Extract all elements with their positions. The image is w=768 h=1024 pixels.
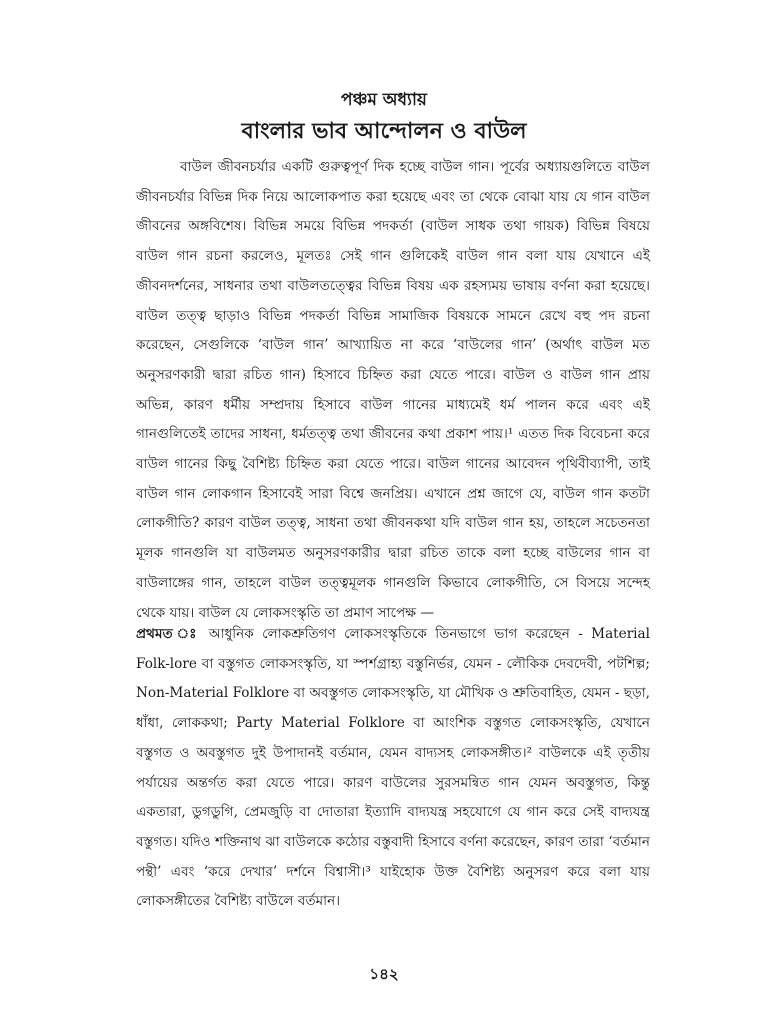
body-paragraph-1: বাউল জীবনচর্যার একটি গুরুত্বপূর্ণ দিক হচ্ছে বাউল গান। পূর্বের অধ্যায়গুলিতে বাউল জীবনচর্যার বিভিন্ন দিক নিয়ে আলোকপাত করা হয়েছে এবং তা থেকে বোঝা যায় যে গান বাউল জীবনের অঙ্গবিশেষ। বিভিন্ন সময়ে বিভিন্ন পদকর্তা (বাউল সাধক তথা গায়ক) বিভিন্ন বিষয়ে বাউল গান রচনা করলেও, মূলতঃ সেই গান গুলিকেই বাউল গান বলা যায় যেখানে এই জীবনদর্শনের, সাধনার তথা বাউলতত্ত্বের বিভিন্ন বিষয় এক রহস্যময় ভাষায় বর্ণনা করা হয়েছে। বাউল তত্ত্ব ছাড়াও বিভিন্ন পদকর্তা বিভিন্ন সামাজিক বিষয়কে সামনে রেখে বহু পদ রচনা করেছেন, সেগুলিকে ‘বাউল গান’ আখ্যায়িত না করে ‘বাউলের গান’ (অর্থাৎ বাউল মত অনুসরণকারী দ্বারা রচিত গান) হিসাবে চিহ্নিত করা যেতে পারে। বাউল ও বাউল গান প্রায় অভিন্ন, কারণ ধর্মীয় সম্প্রদায় হিসাবে বাউল গানের মাধ্যমেই ধর্ম পালন করে এবং এই গানগুলিতেই তাদের সাধনা, ধর্মতত্ত্ব তথা জীবনের কথা প্রকাশ পায়।¹ এতত দিক বিবেচনা করে বাউল গানের কিছু বৈশিষ্ট্য চিহ্নিত করা যেতে পারে। বাউল গানের আবেদন পৃথিবীব্যাপী, তাই বাউল গান লোকগান হিসাবেই সারা বিশ্বে জনপ্রিয়। এখানে প্রশ্ন জাগে যে, বাউল গান কতটা লোকগীতি? কারণ বাউল তত্ত্ব, সাধনা তথা জীবনকথা যদি বাউল গান হয়, তাহলে সচেতনতা মূলক গানগুলি যা বাউলমত অনুসরণকারীর দ্বারা রচিত তাকে বলা হচ্ছে বাউলের গান বা বাউলাঙ্গের গান, তাহলে বাউল তত্ত্বমূলক গানগুলি কিভাবে লোকগীতি, সে বিসয়ে সন্দেহ থেকে যায়। বাউল যে লোকসংস্কৃতি তা প্রমাণ সাপেক্ষ — xyxy=(136,159,650,621)
chapter-title: বাংলার ভাব আন্দোলন ও বাউল xyxy=(241,118,527,144)
paragraph-2-text: আধুনিক লোকশ্রুতিগণ লোকসংস্কৃতিকে তিনভাগে ভাগ করেছেন - Material Folk-lore বা বস্তুগত লোকসংস্কৃতি, যা স্পর্শগ্রাহ্য বস্তুনির্ভর, যেমন - লৌকিক দেবদেবী, পটশিল্প; Non-Material Folklore বা অবস্তুগত লোকসংস্কৃতি, যা মৌখিক ও শ্রুতিবাহিত, যেমন - ছড়া, ধাঁধা, লোককথা; Party Material Folklore বা আংশিক বস্তুগত লোকসংস্কৃতি, যেখানে বস্তুগত ও অবস্তুগত দুই উপাদানই বর্তমান, যেমন বাদ্যসহ লোকসঙ্গীত।² বাউলকে এই তৃতীয় পর্যায়ের অন্তর্গত করা যেতে পারে। কারণ বাউলের সুরসমন্বিত গান যেমন অবস্তুগত, কিন্তু একতারা, ডুগডুগি, প্রেমজুড়ি বা দোতারা ইত্যাদি বাদ্যযন্ত্র সহযোগে যে গান করে সেই বাদ্যযন্ত্র বস্তুগত। যদিও শক্তিনাথ ঝা বাউলকে কঠোর বস্তুবাদী হিসাবে বর্ণনা করেছেন, কারণ তারা ‘বর্তমান পন্থী’ এবং ‘করে দেখার’ দর্শনে বিশ্বাসী।³ যাইহোক উক্ত বৈশিষ্ট্য অনুসরণ করে বলা যায় লোকসঙ্গীতের বৈশিষ্ট্য বাউলে বর্তমান। xyxy=(136,626,650,910)
chapter-label: পঞ্চম অধ্যায় xyxy=(341,90,427,110)
page-number: ১৪২ xyxy=(369,965,399,983)
paragraph-lead-term: প্রথমত ঃ xyxy=(136,626,201,642)
body-paragraph-2 xyxy=(136,620,650,917)
